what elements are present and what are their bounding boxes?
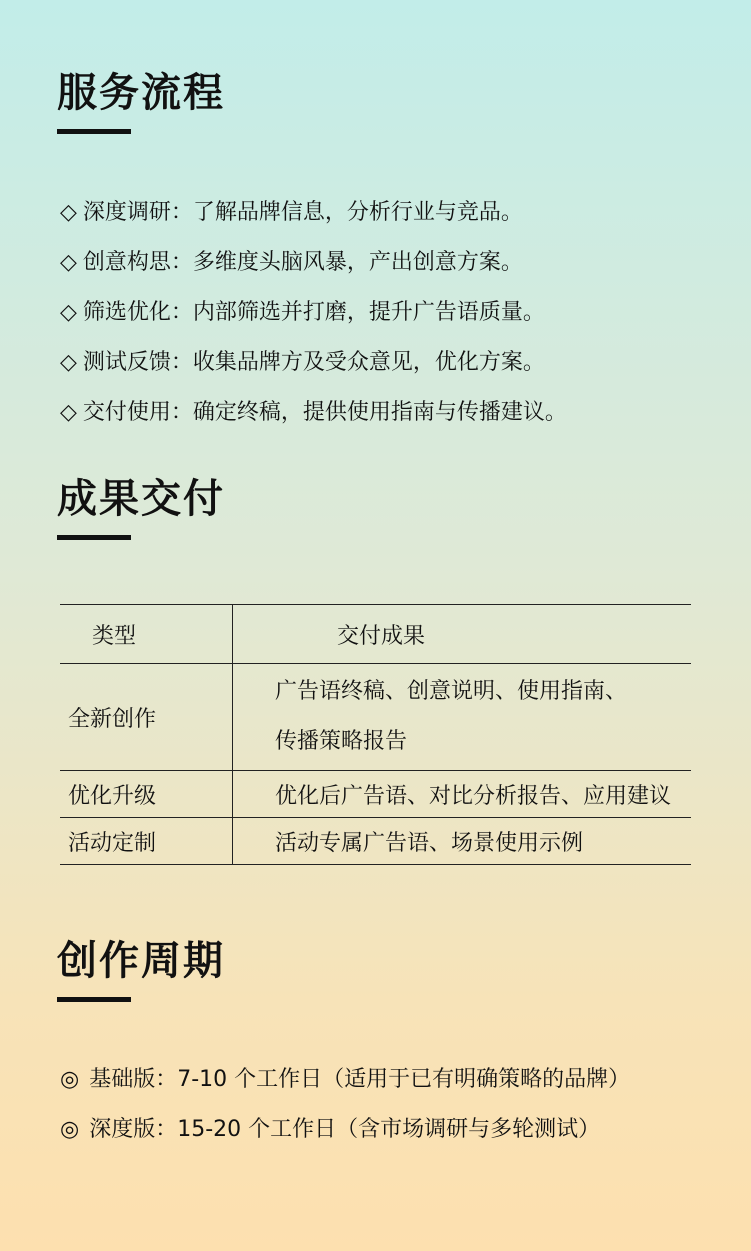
- cell-line: 优化后广告语、对比分析报告、应用建议: [275, 783, 672, 809]
- process-step: [60, 196, 567, 246]
- process-step: [60, 296, 567, 346]
- cycle-item: [60, 1112, 630, 1162]
- cycle-item-text: 基础版：7-10 个工作日（适用于已有明确策略的品牌）: [89, 1067, 631, 1092]
- table-cell-deliverables: [233, 771, 692, 818]
- table-cell-deliverables: [233, 664, 692, 771]
- process-step-text: 筛选优化：内部筛选并打磨，提升广告语质量。: [82, 300, 545, 325]
- title-underline: [57, 535, 131, 540]
- cycle-item-text: 深度版：15-20 个工作日（含市场调研与多轮测试）: [89, 1117, 601, 1142]
- cycle-item: [60, 1062, 630, 1112]
- process-step: [60, 396, 567, 446]
- section-title-process: 服务流程: [57, 70, 225, 116]
- cell-line: 传播策略报告: [275, 729, 408, 754]
- diamond-icon: ◇: [60, 300, 77, 325]
- process-step-text: 测试反馈：收集品牌方及受众意见，优化方案。: [82, 350, 545, 375]
- section-title-deliverables: 成果交付: [57, 476, 225, 522]
- cell-line: 广告语终稿、创意说明、使用指南、: [275, 679, 628, 704]
- process-step-text: 交付使用：确定终稿，提供使用指南与传播建议。: [82, 400, 567, 425]
- table-row: [60, 818, 691, 865]
- table-header-row: [60, 605, 691, 664]
- process-step: [60, 246, 567, 296]
- process-step-text: 深度调研：了解品牌信息，分析行业与竞品。: [82, 200, 523, 225]
- title-underline: [57, 997, 131, 1002]
- diamond-icon: ◇: [60, 200, 77, 225]
- cell-line: 活动专属广告语、场景使用示例: [275, 830, 584, 856]
- title-underline: [57, 129, 131, 134]
- process-step: [60, 346, 567, 396]
- deliverables-table: [60, 604, 691, 865]
- table-cell-type: 优化升级: [60, 771, 233, 818]
- double-circle-icon: ◎: [60, 1117, 80, 1142]
- column-header-type: 类型: [60, 605, 233, 664]
- table-cell-type: 全新创作: [60, 664, 233, 771]
- diamond-icon: ◇: [60, 350, 77, 375]
- process-step-list: [60, 196, 567, 446]
- double-circle-icon: ◎: [60, 1067, 80, 1092]
- table-row: [60, 664, 691, 771]
- diamond-icon: ◇: [60, 250, 77, 275]
- section-title-cycle: 创作周期: [57, 938, 225, 984]
- column-header-deliverables: 交付成果: [233, 605, 692, 664]
- table-cell-type: 活动定制: [60, 818, 233, 865]
- cycle-list: [60, 1062, 630, 1162]
- diamond-icon: ◇: [60, 400, 77, 425]
- process-step-text: 创意构思：多维度头脑风暴，产出创意方案。: [82, 250, 523, 275]
- table-cell-deliverables: [233, 818, 692, 865]
- table-row: [60, 771, 691, 818]
